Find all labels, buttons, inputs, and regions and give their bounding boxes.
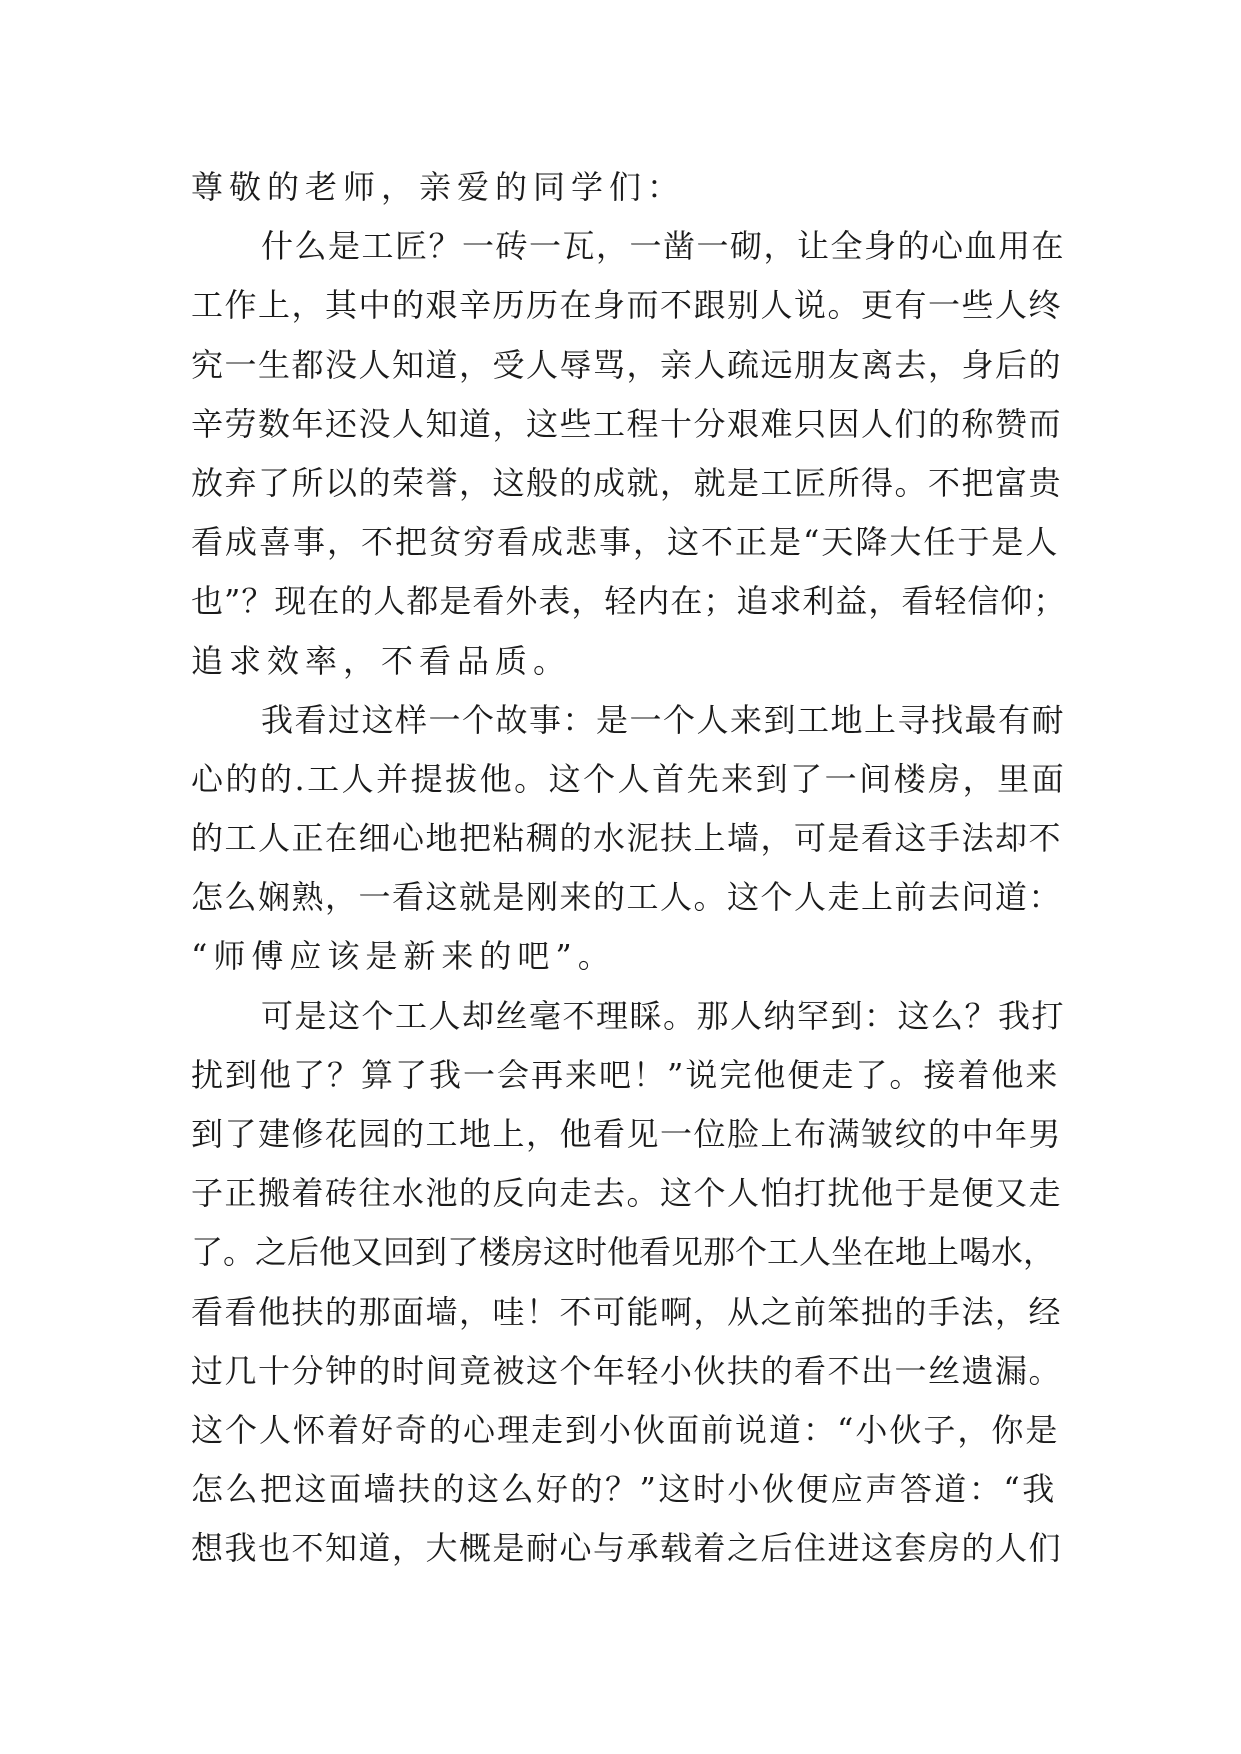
text-line: 也”？现在的人都是看外表，轻内在；追求利益，看轻信仰； <box>191 582 1067 621</box>
text-line: 追求效率，不看品质。 <box>191 641 572 680</box>
text-line: 子正搬着砖往水池的反向走去。这个人怕打扰他于是便又走 <box>191 1174 1063 1213</box>
text-line: “师傅应该是新来的吧”。 <box>191 937 616 976</box>
text-line: 究一生都没人知道，受人辱骂，亲人疏远朋友离去，身后的 <box>191 345 1063 384</box>
text-line: 的工人正在细心地把粘稠的水泥扶上墙，可是看这手法却不 <box>191 819 1063 858</box>
text-line: 放弃了所以的荣誉，这般的成就，就是工匠所得。不把富贵 <box>191 463 1063 502</box>
text-line: 怎么娴熟，一看这就是刚来的工人。这个人走上前去问道： <box>191 878 1063 917</box>
paragraph-first-line: 可是这个工人却丝毫不理睬。那人纳罕到：这么？我打 <box>261 996 1066 1035</box>
paragraph-first-line: 我看过这样一个故事：是一个人来到工地上寻找最有耐 <box>261 700 1066 739</box>
text-line: 看看他扶的那面墙，哇！不可能啊，从之前笨拙的手法，经 <box>191 1292 1063 1331</box>
text-line: 辛劳数年还没人知道，这些工程十分艰难只因人们的称赞而 <box>191 404 1063 443</box>
text-line: 怎么把这面墙扶的这么好的？”这时小伙便应声答道：“我 <box>191 1470 1057 1509</box>
text-line: 尊敬的老师，亲爱的同学们： <box>191 168 686 206</box>
text-line: 心的的.工人并提拔他。这个人首先来到了一间楼房，里面 <box>191 759 1067 798</box>
text-line: 想我也不知道，大概是耐心与承载着之后住进这套房的人们 <box>191 1529 1063 1568</box>
text-line: 了。之后他又回到了楼房这时他看见那个工人坐在地上喝水， <box>191 1233 1056 1272</box>
text-line: 到了建修花园的工地上，他看见一位脸上布满皱纹的中年男 <box>191 1115 1063 1153</box>
text-line: 看成喜事，不把贫穷看成悲事，这不正是“天降大任于是人 <box>191 523 1060 562</box>
text-line: 工作上，其中的艰辛历历在身而不跟别人说。更有一些人终 <box>191 286 1063 325</box>
paragraph-first-line: 什么是工匠？一砖一瓦，一凿一砌，让全身的心血用在 <box>261 227 1066 266</box>
text-line: 这个人怀着好奇的心理走到小伙面前说道：“小伙子，你是 <box>191 1410 1060 1449</box>
text-line: 扰到他了？算了我一会再来吧！”说完他便走了。接着他来 <box>191 1055 1060 1094</box>
text-line: 过几十分钟的时间竟被这个年轻小伙扶的看不出一丝遗漏。 <box>191 1351 1063 1390</box>
document-body <box>191 158 1067 1579</box>
